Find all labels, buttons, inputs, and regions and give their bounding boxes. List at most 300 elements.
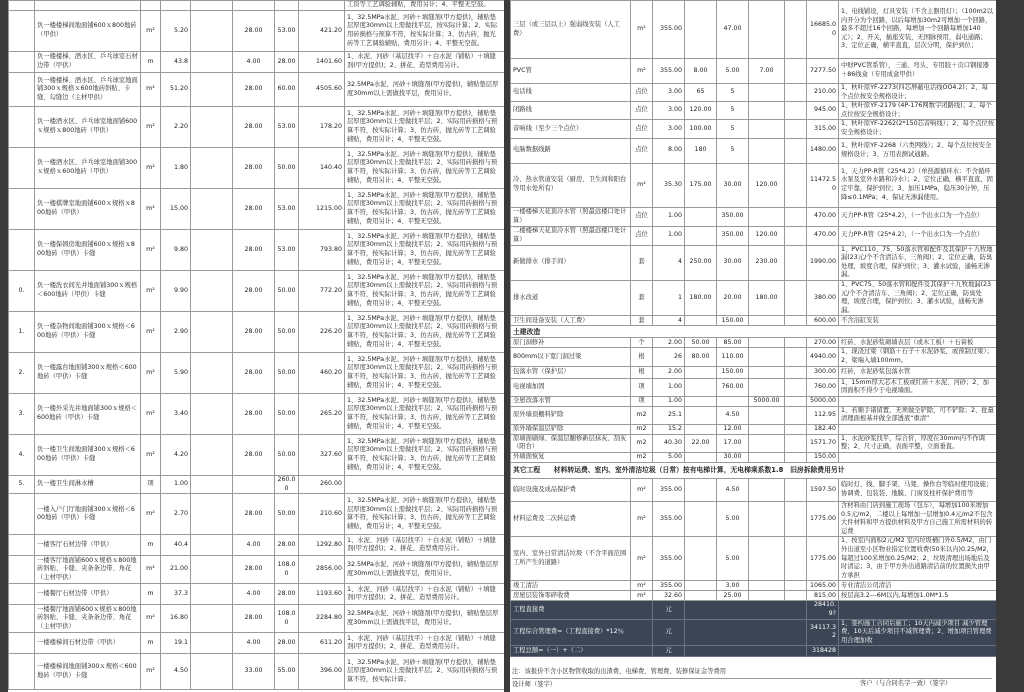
table-row: [511, 378, 997, 396]
item-quantity: 5.00: [653, 453, 685, 463]
material-price: 33.00: [233, 654, 275, 690]
labor-price: 28.00: [275, 52, 299, 73]
item-quantity: 19.1: [161, 633, 191, 654]
labor-price: 760.00: [717, 378, 749, 396]
item-quantity: 355.00: [653, 1, 685, 59]
item-unit: 根: [631, 348, 653, 366]
empty-cell: [785, 424, 807, 434]
item-name: 负一楼棋牌室地面铺600ｘ规格ｘ800地砖（甲供）: [35, 189, 141, 230]
empty-cell: [785, 102, 807, 120]
empty-cell: [191, 654, 233, 690]
item-number: [9, 556, 35, 584]
empty-cell: [191, 1, 233, 11]
item-description: 1、秋叶原YF-2268（六类网线）；2、每个点位按安全规格设计；3、万用表测试通路。: [839, 138, 997, 163]
item-unit: m²: [141, 605, 161, 633]
item-total: 210.00: [807, 84, 839, 102]
item-name: 负一楼卫生间淋水槽: [35, 476, 141, 494]
table-row: [511, 163, 997, 207]
item-description: 工资等工艺调验辅贴，费用另计；4、平整无空鼓。: [345, 1, 505, 11]
item-unit: m2: [631, 406, 653, 424]
labor-price: 30.00: [717, 245, 749, 280]
item-quantity: 3.00: [653, 120, 685, 138]
item-description: 32.5MPa水泥、河砂＋填缝剂(甲方提供)，辅贴垫层厚度30mm以上需做找平层，费用另计。: [345, 605, 505, 633]
item-name: [35, 1, 141, 11]
summary-unit: 元: [653, 619, 685, 646]
item-total: 1990.00: [807, 245, 839, 280]
table-row: [9, 556, 505, 584]
material-price: 28.00: [233, 73, 275, 107]
table-row: [511, 348, 997, 366]
item-quantity: 1: [653, 280, 685, 315]
material-price: 22.00: [685, 434, 717, 452]
item-quantity: 355.00: [653, 581, 685, 591]
empty-cell: [191, 52, 233, 73]
summary-unit: 元: [653, 601, 685, 619]
labor-price: 108.00: [275, 556, 299, 584]
item-unit: m: [141, 633, 161, 654]
item-number: [9, 494, 35, 535]
labor-price: 4.50: [717, 406, 749, 424]
other-price: [749, 348, 785, 366]
item-number: [9, 107, 35, 148]
empty-cell: [785, 406, 807, 424]
labor-price: 50.00: [275, 435, 299, 476]
item-quantity: 43.8: [161, 52, 191, 73]
footer-note: 注：该报价不含小区物管收取的出渣费、电梯费、管理费、装修保证金等费用: [512, 668, 727, 675]
labor-price: 350.00: [717, 207, 749, 226]
item-unit: 套: [631, 245, 653, 280]
empty-cell: [785, 396, 807, 406]
item-quantity: 1.00: [653, 226, 685, 245]
item-total: 16685.00: [807, 1, 839, 59]
empty-cell: [785, 581, 807, 591]
material-price: 28.00: [233, 605, 275, 633]
item-name: 竣工清洁: [511, 581, 631, 591]
other-price: 5000.00: [749, 396, 785, 406]
left-quotation-table: [8, 0, 504, 690]
item-quantity: 9.80: [161, 230, 191, 271]
material-price: 28.00: [233, 148, 275, 189]
item-total: 11472.50: [807, 163, 839, 207]
item-total: 611.20: [299, 633, 345, 654]
item-name: 电话线: [511, 84, 631, 102]
item-unit: m: [141, 584, 161, 605]
labor-price: 53.00: [275, 189, 299, 230]
other-price: [749, 366, 785, 378]
other-price: [749, 1, 785, 59]
material-price: 28.00: [233, 556, 275, 584]
item-total: 7277.50: [807, 59, 839, 84]
other-price: [749, 406, 785, 424]
item-name: 负一楼酒水区、乒乓球室地面铺300ｘ规格ｘ600地砖（甲供）: [35, 148, 141, 189]
table-row: [511, 1, 997, 59]
table-row: [511, 424, 997, 434]
item-description: 1、32.5MPa水泥、河砂＋填缝剂(甲方提供)，辅贴垫层厚度30mm以上需做找平层；2、实际用砖损格与预算不符，按实际计算；: [345, 654, 505, 690]
other-price: [749, 338, 785, 348]
item-quantity: 1.00: [653, 378, 685, 396]
other-price: 230.00: [749, 245, 785, 280]
item-total: 1292.80: [299, 535, 345, 556]
material-price: 28.00: [233, 11, 275, 52]
item-description: 1、水泥、河砂（基层找平）＋白水泥（铺贴）＋填缝剂(甲方提供)；2、拼花、造型费用另计。: [345, 584, 505, 605]
table-row: [511, 226, 997, 245]
other-price: [749, 378, 785, 396]
item-description: [839, 424, 997, 434]
item-unit: m²: [141, 394, 161, 435]
material-price: 28.00: [233, 189, 275, 230]
item-unit: m: [141, 52, 161, 73]
item-unit: m2: [631, 434, 653, 452]
item-quantity: 1.80: [161, 148, 191, 189]
empty-cell: [785, 120, 807, 138]
labor-price: 53.00: [275, 107, 299, 148]
item-total: 1215.00: [299, 189, 345, 230]
item-quantity: 4.20: [161, 435, 191, 476]
item-quantity: 2.20: [161, 107, 191, 148]
labor-price: 5: [717, 120, 749, 138]
item-description: 1、PVC75、50落水管和配件及其保护＋九牧地漏(23元/个不含清洁车、三角阀)；2、定位正确，防臭处理，坡度合理，保护到位；3、灌水试验，通畅无渗漏。: [839, 280, 997, 315]
table-row: [511, 537, 997, 581]
item-name: 闭路线: [511, 102, 631, 120]
summary-total: 34117.32: [807, 619, 839, 646]
item-description: 红砖，水泥砂浆包落水管: [839, 366, 997, 378]
table-row: [9, 353, 505, 394]
item-quantity: 4: [653, 316, 685, 326]
other-price: [749, 453, 785, 463]
item-name: 负一楼楼梯、酒水区、乒乓球室石材边带（甲供）: [35, 52, 141, 73]
material-price: 180.00: [685, 280, 717, 315]
item-unit: m²: [141, 230, 161, 271]
item-description: 1、天力PP-R管《25*4.2》（单热源循环水：不含循环水泵及室外水路和冷水）；2、定位正确，横平直直，固定牢靠，保护到位；3、加压1MPa，稳压30分钟，压降≤0.1MPa；4、保证无渗漏使用。: [839, 163, 997, 207]
item-quantity: 4: [653, 245, 685, 280]
item-unit: m²: [631, 1, 653, 59]
item-name: 包落水管（保护层）: [511, 366, 631, 378]
item-description: [839, 396, 997, 406]
item-number: [9, 1, 35, 11]
other-price: [749, 434, 785, 452]
item-name: 原外墙保温层铲除: [511, 424, 631, 434]
item-unit: 项: [141, 476, 161, 494]
empty-cell: [785, 453, 807, 463]
item-quantity: 355.00: [653, 59, 685, 84]
item-quantity: 32.60: [653, 591, 685, 601]
table-row: [511, 207, 997, 226]
item-quantity: 35.30: [653, 163, 685, 207]
item-name: 负一楼保姆房地面铺600ｘ规格ｘ800地砖（甲供）卡缝: [35, 230, 141, 271]
empty-cell: [785, 366, 807, 378]
item-total: 1571.70: [807, 434, 839, 452]
material-price: 28.00: [233, 312, 275, 353]
other-price: 120.00: [749, 226, 785, 245]
item-name: 负一楼露台地面铺300ｘ规格＜600地砖（甲供）卡缝: [35, 353, 141, 394]
empty-cell: [785, 245, 807, 280]
item-total: 396.00: [299, 654, 345, 690]
table-row: [9, 535, 505, 556]
item-name: 一楼餐厅地面铺600ｘ规格ｘ800地砖斜贴、卡缝、夹条条边带、角花（主材甲供）: [35, 605, 141, 633]
item-unit: m²: [631, 591, 653, 601]
item-description: 1、32.5MPa水泥、河砂＋填缝剂(甲方提供)，辅贴垫层厚度30mm以上需做找平层；2、实际用砖损格与预算不符，按实际计算；3、仿古砖，抛光砖等工艺调验辅贴，费用另计；4、平整无空鼓。: [345, 353, 505, 394]
item-total: 4940.00: [807, 348, 839, 366]
table-row: [9, 189, 505, 230]
item-total: 600.00: [807, 316, 839, 326]
table-row: [9, 271, 505, 312]
item-quantity: 355.00: [653, 537, 685, 581]
item-name: 电脑数据线路: [511, 138, 631, 163]
labor-price: 4.50: [717, 479, 749, 502]
material-price: 4.00: [233, 633, 275, 654]
empty-cell: [191, 584, 233, 605]
item-name: 临时设施及成品保护费: [511, 479, 631, 502]
labor-price: 20.00: [717, 280, 749, 315]
item-total: 460.20: [299, 353, 345, 394]
labor-price: 3.00: [717, 581, 749, 591]
table-row: [9, 605, 505, 633]
table-row: [511, 120, 997, 138]
item-number: [9, 584, 35, 605]
item-quantity: 16.80: [161, 605, 191, 633]
empty-cell: [685, 646, 807, 657]
material-price: 80.00: [685, 348, 717, 366]
table-row: [511, 366, 997, 378]
labor-price: 260.00: [275, 476, 299, 494]
other-price: [749, 479, 785, 502]
table-row: [511, 479, 997, 502]
item-description: 1、水泥、河砂（基层找平）＋白水泥（铺贴）＋填缝剂(甲方提供)；2、拼花、造型费用另计。: [345, 535, 505, 556]
item-total: 150.00: [807, 453, 839, 463]
item-unit: 项: [631, 396, 653, 406]
item-total: 260.00: [299, 476, 345, 494]
labor-price: 5.00: [717, 502, 749, 537]
item-name: 800mm以下宽门洞过梁: [511, 348, 631, 366]
item-unit: 根: [631, 366, 653, 378]
item-name: 卫生间设备安装（人工费）: [511, 316, 631, 326]
material-price: 28.00: [233, 107, 275, 148]
item-name: 新做排水（排手间）: [511, 245, 631, 280]
item-total: 1401.60: [299, 52, 345, 73]
material-price: 250.00: [685, 245, 717, 280]
table-row: [9, 494, 505, 535]
material-price: 8.00: [685, 59, 717, 84]
empty-cell: [191, 107, 233, 148]
other-price: [749, 591, 785, 601]
other-price: [749, 102, 785, 120]
labor-price: 5.00: [717, 59, 749, 84]
item-unit: [141, 1, 161, 11]
item-unit: m2: [631, 424, 653, 434]
item-quantity: [161, 1, 191, 11]
item-total: 270.00: [807, 338, 839, 348]
table-row: [9, 394, 505, 435]
empty-cell: [191, 556, 233, 584]
section-title: 其它工程 材料转运费、室内、室外清洁垃圾（日常）按有电梯计算，无电梯乘系数1.8 旧房拆除费用另计: [511, 463, 997, 479]
item-name: 负一楼酒水区、乒乓球室地面铺600ｘ规格ｘ800地砖（甲供）: [35, 107, 141, 148]
table-row: [9, 584, 505, 605]
empty-cell: [191, 230, 233, 271]
item-unit: m²: [141, 556, 161, 584]
table-row: [9, 1, 505, 11]
material-price: [233, 1, 275, 11]
empty-cell: [785, 163, 807, 207]
item-total: 4505.60: [299, 73, 345, 107]
other-price: [749, 316, 785, 326]
material-price: [685, 378, 717, 396]
item-quantity: 8.00: [653, 138, 685, 163]
item-total: 1480.00: [807, 138, 839, 163]
item-name: 外墙面恢复: [511, 453, 631, 463]
labor-price: 28.00: [275, 633, 299, 654]
item-description: 1、若顺手诸留置，无须做全铲除，可不铲除；2、批量清理面根基并做全部透底“重清”: [839, 406, 997, 424]
item-quantity: 2.90: [161, 312, 191, 353]
item-total: 380.00: [807, 280, 839, 315]
table-row: [511, 581, 997, 591]
section-header-row: [511, 326, 997, 338]
item-description: 不含浴缸安装: [839, 316, 997, 326]
empty-cell: [191, 633, 233, 654]
item-unit: m²: [141, 11, 161, 52]
empty-cell: [785, 378, 807, 396]
labor-price: 47.00: [717, 1, 749, 59]
empty-cell: [785, 84, 807, 102]
material-price: 100.00: [685, 120, 717, 138]
item-unit: 点位: [631, 138, 653, 163]
table-row: [9, 654, 505, 690]
item-quantity: 9.90: [161, 271, 191, 312]
item-unit: 套: [631, 280, 653, 315]
item-description: 1、电线铺设，灯具安装（不含主器用灯）；（100m2以内开分为个回路，以后每增加30m2可增加一个回路，最多不超过16个回路，每增加一个回路每增加140元）；2、开关，插座安装，无国脉预用，弱电通路；3、定位正确，横平直直，层次分明，保护到位；: [839, 1, 997, 59]
item-unit: 套: [631, 316, 653, 326]
labor-price: 55.00: [275, 654, 299, 690]
item-unit: 点位: [631, 84, 653, 102]
empty-cell: [785, 348, 807, 366]
item-total: 210.60: [299, 494, 345, 535]
item-unit: m²: [631, 537, 653, 581]
other-price: [749, 84, 785, 102]
material-price: [685, 226, 717, 245]
item-total: [299, 1, 345, 11]
item-total: 815.00: [807, 591, 839, 601]
summary-description: [839, 646, 997, 657]
item-description: 1、32.5MPa水泥、河砂＋填缝剂(甲方提供)，辅贴垫层厚度30mm以上需做找平层；2、实际用砖损格与预算不符，按实际计算；3、仿古砖，抛光砖等工艺调验辅贴，费用另计；4、平整无空鼓。: [345, 494, 505, 535]
item-total: 182.40: [807, 424, 839, 434]
item-quantity: 15.00: [161, 189, 191, 230]
item-unit: m²: [141, 654, 161, 690]
item-description: 1、32.5MPa水泥、河砂＋填缝剂(甲方提供)，辅贴垫层厚度30mm以上需做找平层；2、实际用砖损格与预算不符，按实际计算；3、仿古砖，抛光砖等工艺调验辅贴，费用另计；4、平整无空鼓。: [345, 435, 505, 476]
table-row: [9, 230, 505, 271]
labor-price: 108.00: [275, 605, 299, 633]
material-price: [685, 316, 717, 326]
item-number: [9, 148, 35, 189]
other-price: 180.00: [749, 280, 785, 315]
table-row: [9, 633, 505, 654]
item-description: 按层高3.2---6M以内,每增加1.0M*1.5: [839, 591, 997, 601]
item-number: [9, 52, 35, 73]
item-total: 140.40: [299, 148, 345, 189]
empty-cell: [191, 148, 233, 189]
empty-cell: [785, 479, 807, 502]
material-price: [685, 453, 717, 463]
item-name: 房屋层装饰零碎收费: [511, 591, 631, 601]
item-name: 原外墙顶棚料铲除: [511, 406, 631, 424]
item-name: 材料运费及二次转运费: [511, 502, 631, 537]
item-description: 1、32.5MPa水泥、河砂＋填缝剂(甲方提供)，辅贴垫层厚度30mm以上需做找平层；2、实际用砖损格与预算不符，按实际计算；3、仿古砖，抛光砖等工艺调验辅贴，费用另计；4、平整无空鼓。: [345, 271, 505, 312]
item-unit: m²: [141, 435, 161, 476]
summary-unit: 元: [653, 646, 685, 657]
item-quantity: 51.20: [161, 73, 191, 107]
item-quantity: 2.00: [653, 366, 685, 378]
item-name: 一楼客厅石材边带（甲供）: [35, 535, 141, 556]
table-row: [9, 52, 505, 73]
designer-signature-label: 设计师（签字）: [512, 678, 992, 688]
other-price: [749, 537, 785, 581]
item-number: [9, 633, 35, 654]
summary-label: 工程直接费: [511, 601, 653, 619]
item-name: PVC管: [511, 59, 631, 84]
labor-price: 53.00: [275, 230, 299, 271]
item-name: 一楼楼梯间地面铺300ｘ规格＜600地砖（甲供）卡缝: [35, 654, 141, 690]
material-price: [233, 476, 275, 494]
item-description: 1、32.5MPa水泥、河砂＋填缝剂(甲方提供)，辅贴垫层厚度30mm以上需做找平层；2、实际用砖损格与预算不符，按实际计算；3、仿古砖，抛光砖等工艺调验辅贴，费用另计；4、平整无空鼓。: [345, 230, 505, 271]
other-price: 7.00: [749, 59, 785, 84]
item-name: 原门洞修补: [511, 338, 631, 348]
item-description: 红砖、水泥砂浆砌墙表层（或木工板）＋石膏板: [839, 338, 997, 348]
item-description: 1、PVC110、75、50落水管和配件及其保护＋九牧地漏(23元/个不含清洁车、三角阀)；2、定位正确，防臭处理，坡度合理，保护到位；3、灌水试验，通畅无渗漏。: [839, 245, 997, 280]
labor-price: 50.00: [275, 353, 299, 394]
item-total: 327.60: [299, 435, 345, 476]
item-unit: m²: [631, 163, 653, 207]
item-total: 2284.80: [299, 605, 345, 633]
material-price: [685, 207, 717, 226]
item-total: 315.00: [807, 120, 839, 138]
item-unit: 点位: [631, 207, 653, 226]
table-row: [511, 453, 997, 463]
labor-price: 50.00: [275, 148, 299, 189]
empty-cell: [785, 537, 807, 581]
item-quantity: 15.2: [653, 424, 685, 434]
empty-cell: [785, 207, 807, 226]
table-row: [9, 73, 505, 107]
item-number: [9, 73, 35, 107]
item-description: 中财PVC管系管），三通、弯头、专用胶＋贡口钢接器＋86线盒（专用成盒甲供）: [839, 59, 997, 84]
labor-price: 150.00: [717, 316, 749, 326]
empty-cell: [785, 138, 807, 163]
labor-price: 60.00: [275, 73, 299, 107]
labor-price: 53.00: [275, 11, 299, 52]
item-description: 临时灯、线、脚手架、马凳、操作台等临时使用设施；协调费、包装袋、地膜、门窗及柱杆保护费用等: [839, 479, 997, 502]
labor-price: 30.00: [717, 453, 749, 463]
section-header-row: [511, 463, 997, 479]
item-quantity: 37.3: [161, 584, 191, 605]
item-description: 1、水泥砂浆找平，综合价，厚度在30mm内不作调整；2、尺寸正确，表面平整，立面垂直。: [839, 434, 997, 452]
other-price: 120.00: [749, 163, 785, 207]
empty-cell: [191, 605, 233, 633]
item-unit: m²: [631, 581, 653, 591]
material-price: [685, 406, 717, 424]
item-name: 一楼入户门厅地面铺300ｘ规格＜600地砖（甲供）卡缝: [35, 494, 141, 535]
summary-total: 318428: [807, 646, 839, 657]
material-price: 180: [685, 138, 717, 163]
labor-price: 28.00: [275, 535, 299, 556]
section-title: 土建改造: [511, 326, 997, 338]
item-name: 负一楼卫生间地面铺300ｘ规格＜600地砖（甲供）卡缝: [35, 435, 141, 476]
item-total: 793.80: [299, 230, 345, 271]
labor-price: [275, 1, 299, 11]
item-quantity: 3.00: [653, 102, 685, 120]
item-unit: m2: [631, 453, 653, 463]
item-number: 2.: [9, 353, 35, 394]
summary-label: 工程综合管理费=（工程直接费）*12％: [511, 619, 653, 646]
labor-price: 110.00: [717, 348, 749, 366]
item-quantity: 1.00: [653, 396, 685, 406]
